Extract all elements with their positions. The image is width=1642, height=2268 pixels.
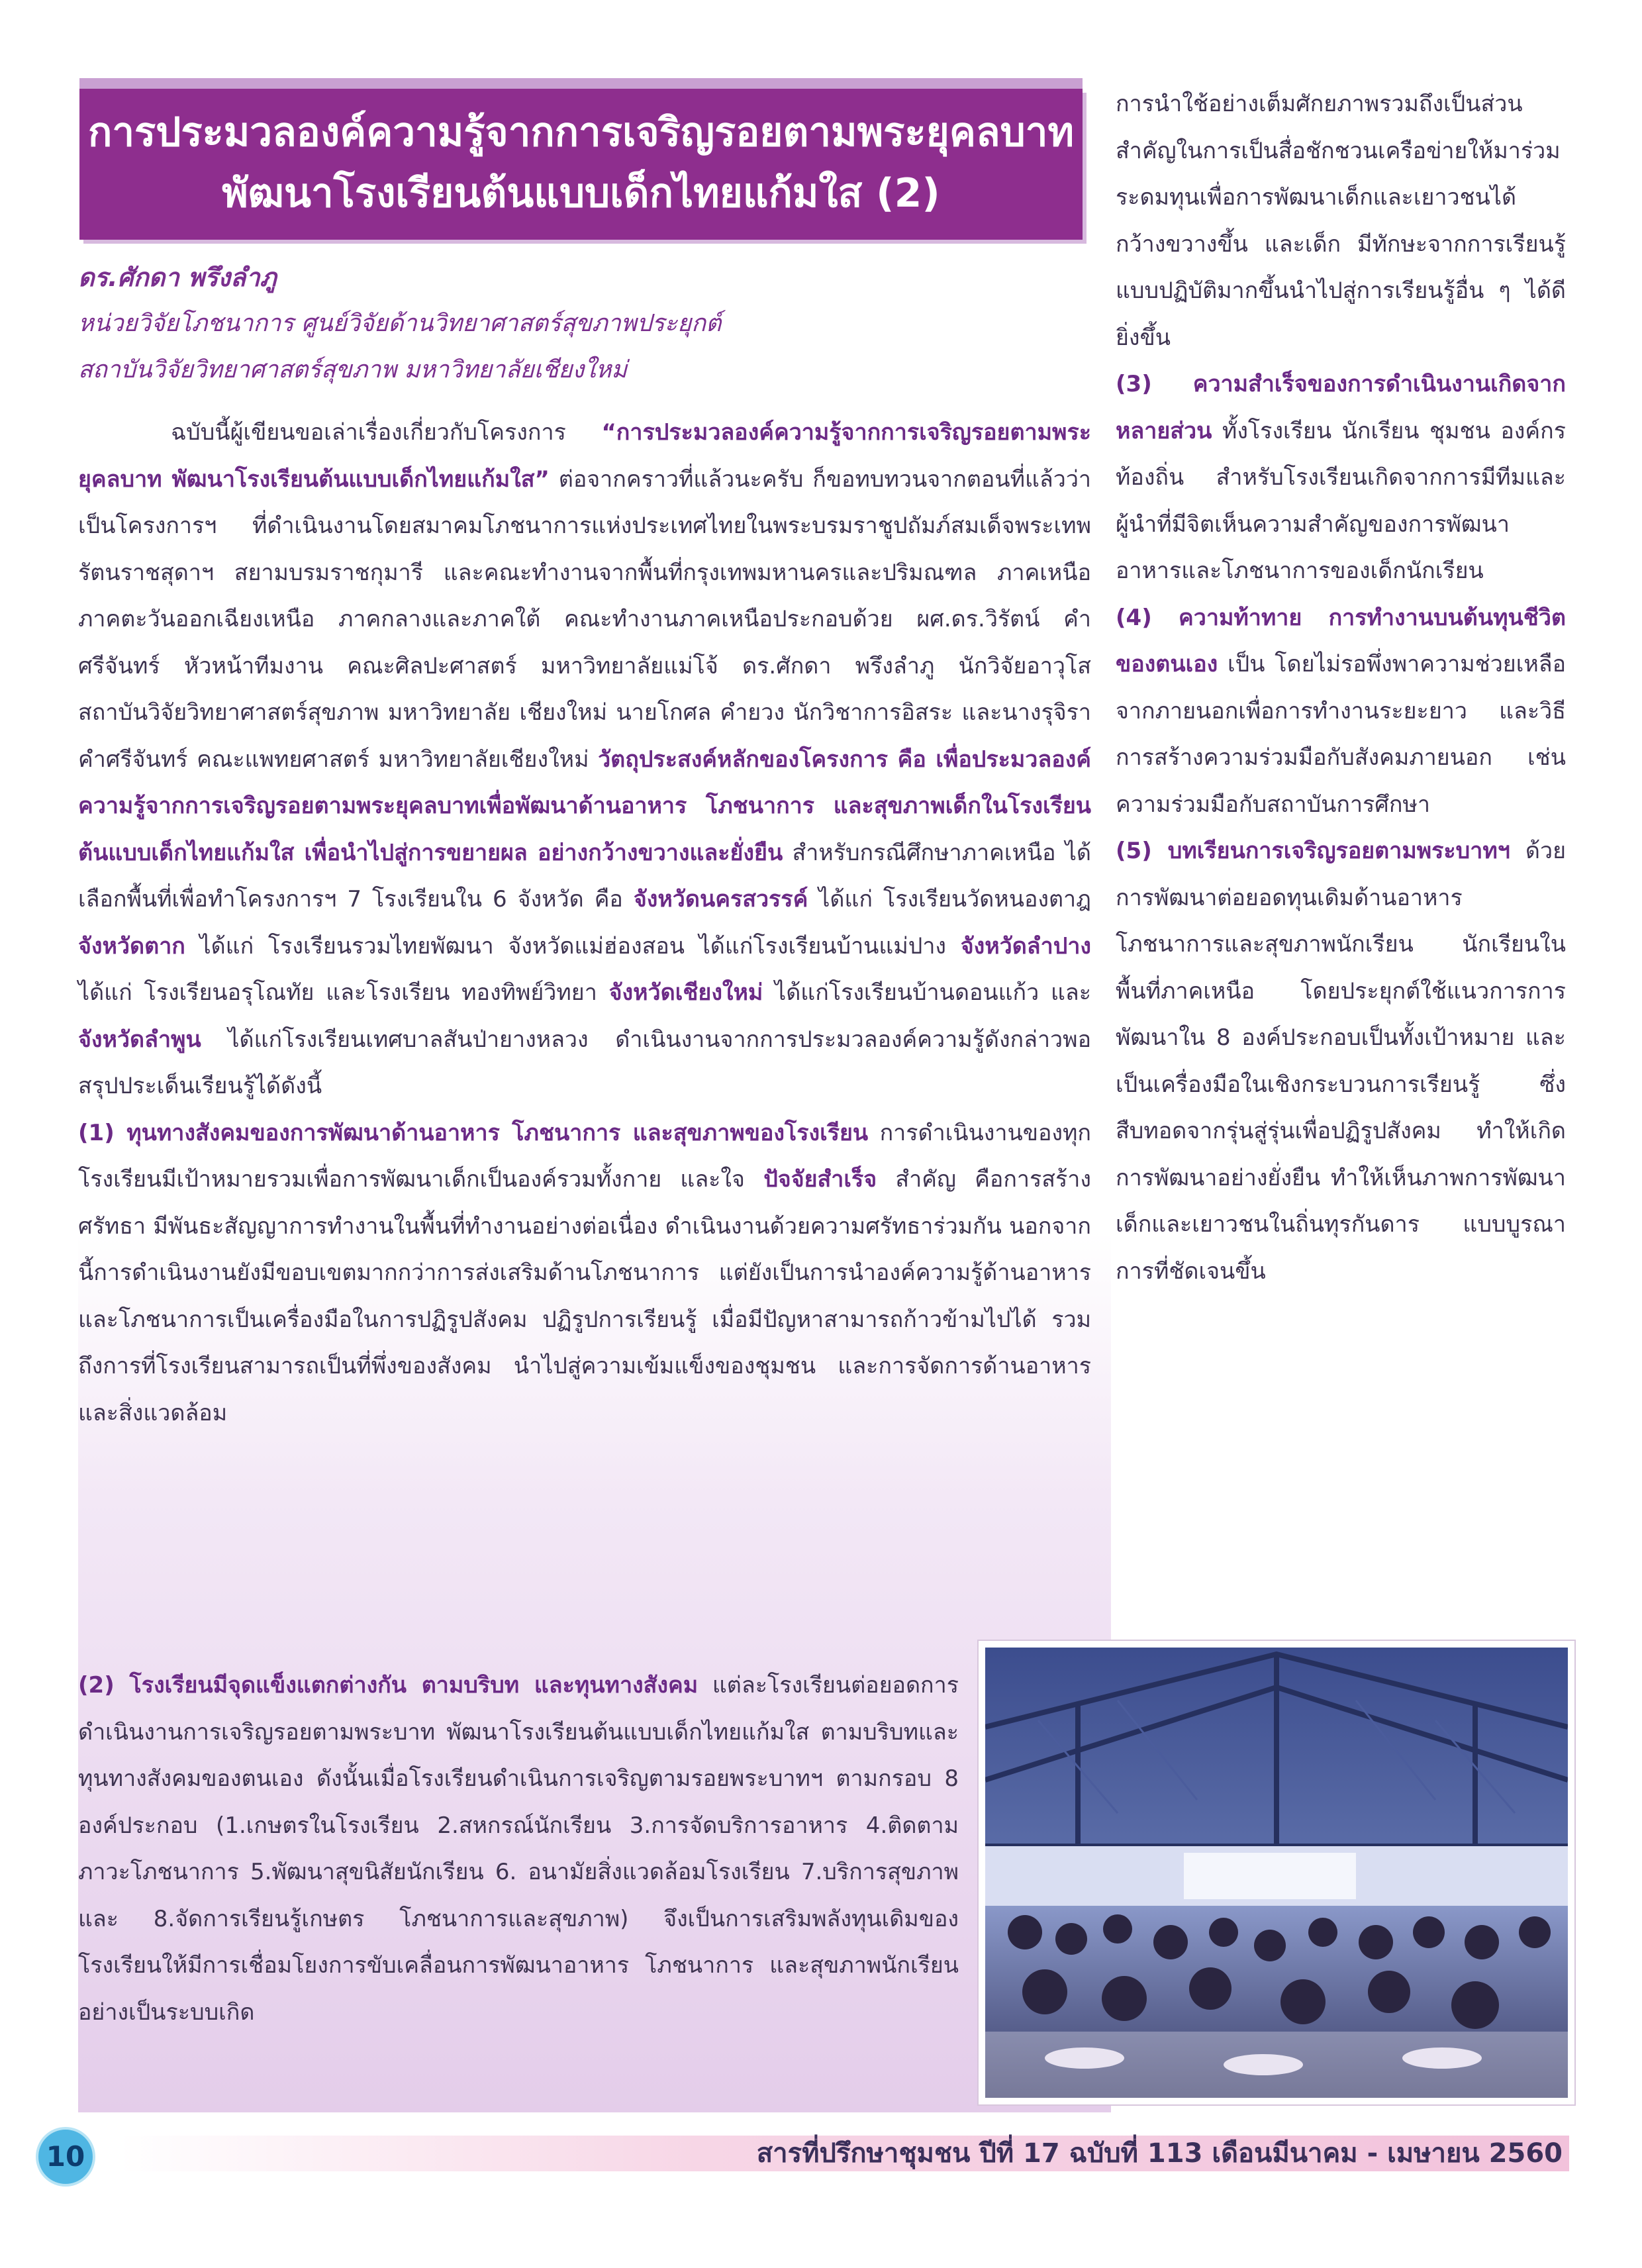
continued-paragraph: การนำใช้อย่างเต็มศักยภาพรวมถึงเป็นส่วนสำคัญในการเป็นสื่อชักชวนเครือข่ายให้มาร่วมระดมทุนเพื่อการพัฒนาเด็กและเยาวชนได้กว้างขวางขึ้น และเด็ก มีทักษะจากการเรียนรู้แบบปฏิบัติมากขึ้นนำไปสู่การเรียนรู้อื่น ๆ ได้ดียิ่งขึ้น [1116, 91, 1566, 351]
province-lampang: จังหวัดลำปาง [960, 932, 1092, 960]
section-5-text: ด้วยการพัฒนาต่อยอดทุนเดิมด้านอาหาร โภชนาการและสุขภาพนักเรียน นักเรียนในพื้นที่ภาคเหนือ โดยประยุกต์ใช้แนวการการพัฒนาใน 8 องค์ประกอบเป็นทั้งเป้าหมาย และเป็นเครื่องมือในเชิงกระบวนการเรียนรู้ ซึ่งสืบทอดจากรุ่นสู่รุ่นเพื่อปฏิรูปสังคม ทำให้เกิดการพัฒนาอย่างยั่งยืน ทำให้เห็นภาพการพัฒนาเด็กและเยาวชนในถิ่นทุรกันดาร แบบบูรณาการที่ชัดเจนขึ้น [1116, 838, 1566, 1285]
section-1-text-1: การดำเนินงานของทุกโรงเรียนมีเป้าหมายรวมเพื่อการพัฒนาเด็กเป็นองค์รวมทั้งกาย และใจ [78, 1119, 1091, 1193]
section-2-text: แต่ละโรงเรียนต่อยอดการดำเนินงานการเจริญรอยตามพระบาท พัฒนาโรงเรียนต้นแบบเด็กไทยแก้มใส ตามบริบทและทุนทางสังคมของตนเอง ดังนั้นเมื่อโรงเรียนดำเนินการเจริญตามรอยพระบาทฯ ตามกรอบ 8 องค์ประกอบ (1.เกษตรในโรงเรียน 2.สหกรณ์นักเรียน 3.การจัดบริการอาหาร 4.ติดตามภาวะโภชนาการ 5.พัฒนาสุขนิสัยนักเรียน 6. อนามัยสิ่งแวดล้อมโรงเรียน 7.บริการสุขภาพ และ 8.จัดการเรียนรู้เกษตร โภชนาการและสุขภาพ) จึงเป็นการเสริมพลังทุนเดิมของโรงเรียนให้มีการเชื่อมโยงการขับเคลื่อนการพัฒนาอาหาร โภชนาการ และสุขภาพนักเรียน อย่างเป็นระบบเกิด [78, 1672, 959, 2026]
publication-info: สารที่ปรึกษาชุมชน ปีที่ 17 ฉบับที่ 113 เดือนมีนาคม - เมษายน 2560 [756, 2138, 1563, 2169]
intro-paragraph [78, 409, 1091, 1110]
area-text-2: ได้แก่ โรงเรียนวัดหนองตาฎ [818, 886, 1091, 912]
intro-text-1: ฉบับนี้ผู้เขียนขอเล่าเรื่องเกี่ยวกับโครงการ [171, 419, 566, 446]
byline [78, 254, 1071, 393]
author-unit: หน่วยวิจัยโภชนาการ ศูนย์วิจัยด้านวิทยาศาสตร์สุขภาพประยุกต์ [78, 310, 722, 337]
project-objective: วัตถุประสงค์หลักของโครงการ คือ เพื่อประมวลองค์ความรู้จากการเจริญรอยตามพระยุคลบาทเพื่อพัฒนาด้านอาหาร โภชนาการ และสุขภาพเด็กในโรงเรียนต้นแบบเด็กไทยแก้มใส เพื่อนำไปสู่การขยายผล อย่างกว้างขวางและยั่งยืน [78, 746, 1092, 866]
main-column [78, 409, 1091, 1436]
project-name: “การประมวลองค์ความรู้จากการเจริญรอยตามพระยุคลบาท พัฒนาโรงเรียนต้นแบบเด็กไทยแก้มใส” [78, 419, 1091, 493]
section-4 [1116, 595, 1566, 828]
province-tak: จังหวัดตาก [78, 932, 185, 960]
section-5 [1116, 828, 1566, 1295]
section-3 [1116, 361, 1566, 595]
intro-text-2: ต่อจากคราวที่แล้วนะครับ ก็ขอทบทวนจากตอนที่แล้วว่าเป็นโครงการฯ ที่ดำเนินงานโดยสมาคมโภชนาการแห่งประเทศไทยในพระบรมราชูปถัมภ์สมเด็จพระเทพรัตนราชสุดาฯ สยามบรมราชกุมารี และคณะทำงานจากพื้นที่กรุงเทพมหานครและปริมณฑล ภาคเหนือ ภาคตะวันออกเฉียงเหนือ ภาคกลางและภาคใต้ คณะทำงานภาคเหนือประกอบด้วย ผศ.ดร.วิรัตน์ คำศรีจันทร์ หัวหน้าทีมงาน คณะศิลปะศาสตร์ มหาวิทยาลัยแม่โจ้ ดร.ศักดา พรึงลำภู นักวิจัยอาวุโส สถาบันวิจัยวิทยาศาสตร์สุขภาพ มหาวิทยาลัย เชียงใหม่ นายโกศล คำยวง นักวิชาการอิสระ และนางรุจิรา คำศรีจันทร์ คณะแพทยศาสตร์ มหาวิทยาลัยเชียงใหม่ [78, 466, 1091, 773]
author-name: ดร.ศักดา พรึงลำภู [78, 263, 277, 292]
section-4-text: เป็น โดยไม่รอพึ่งพาความช่วยเหลือจากภายนอกเพื่อการทำงานระยะยาว และวิธีการสร้างความร่วมมือกับสังคมภายนอก เช่น ความร่วมมือกับสถาบันการศึกษา [1116, 651, 1566, 818]
section-2-heading: (2) โรงเรียนมีจุดแข็งแตกต่างกัน ตามบริบท และทุนทางสังคม [78, 1672, 699, 1699]
area-text-4: ได้แก่ โรงเรียนอรุโณทัย และโรงเรียน ทองทิพย์วิทยา [78, 979, 597, 1006]
province-nakhonsawan: จังหวัดนครสวรรค์ [633, 886, 808, 912]
article-title-line-1: การประมวลองค์ความรู้จากการเจริญรอยตามพระยุคลบาท [87, 109, 1074, 156]
province-lamphun: จังหวัดลำพูน [78, 1026, 201, 1053]
article-title-line-2: พัฒนาโรงเรียนต้นแบบเด็กไทยแก้มใส (2) [222, 170, 940, 217]
article-title-banner [79, 89, 1083, 240]
page-number-badge: 10 [36, 2127, 95, 2187]
author-institute: สถาบันวิจัยวิทยาศาสตร์สุขภาพ มหาวิทยาลัยเชียงใหม่ [78, 356, 628, 383]
section-3-heading: (3) ความสำเร็จของการดำเนินงานเกิดจากหลายส่วน [1116, 371, 1566, 444]
right-column [1116, 81, 1566, 1295]
area-text-6: ได้แก่โรงเรียนเทศบาลสันป่ายางหลวง ดำเนินงานจากการประมวลองค์ความรู้ดังกล่าวพอสรุปประเด็นเรียนรู้ได้ดังนี้ [78, 1026, 1091, 1099]
area-text-5: ได้แก่โรงเรียนบ้านดอนแก้ว และ [775, 979, 1091, 1006]
section-3-text: ทั้งโรงเรียน นักเรียน ชุมชน องค์กรท้องถิ่น สำหรับโรงเรียนเกิดจากการมีทีมและผู้นำที่มีจิตเห็นความสำคัญของการพัฒนาอาหารและโภชนาการของเด็กนักเรียน [1116, 417, 1567, 584]
area-text-1: สำหรับกรณีศึกษาภาคเหนือ ได้เลือกพื้นที่เพื่อทำโครงการฯ 7 โรงเรียนใน 6 จังหวัด คือ [78, 839, 1091, 912]
section-1-success-factor: ปัจจัยสำเร็จ [763, 1166, 877, 1193]
section-4-heading: (4) ความท้าทาย การทำงานบนต้นทุนชีวิตของตนเอง [1116, 604, 1566, 677]
area-text-3: ได้แก่ โรงเรียนรวมไทยพัฒนา จังหวัดแม่ฮ่องสอน ได้แก่โรงเรียนบ้านแม่ปาง [199, 932, 947, 960]
school-canteen-photo [979, 1641, 1574, 2104]
section-1-text-2: สำคัญ คือการสร้างศรัทธา มีพันธะสัญญาการทำงานในพื้นที่ทำงานอย่างต่อเนื่อง ดำเนินงานด้วยความศรัทธาร่วมกัน นอกจากนี้การดำเนินงานยังมีขอบเขตมากกว่าการส่งเสริมด้านโภชนาการ แต่ยังเป็นการนำองค์ความรู้ด้านอาหารและโภชนาการเป็นเครื่องมือในการปฏิรูปสังคม ปฏิรูปการเรียนรู้ เมื่อมีปัญหาสามารถก้าวข้ามไปได้ รวมถึงการที่โรงเรียนสามารถเป็นที่พึ่งของสังคม นำไปสู่ความเข้มแข็งของชุมชน และการจัดการด้านอาหารและสิ่งแวดล้อม [78, 1166, 1091, 1426]
section-2-box [78, 1662, 959, 2036]
section-1 [78, 1110, 1091, 1437]
province-chiangmai: จังหวัดเชียงใหม่ [608, 979, 763, 1006]
section-1-heading: (1) ทุนทางสังคมของการพัฒนาด้านอาหาร โภชนาการ และสุขภาพของโรงเรียน [78, 1119, 869, 1146]
section-2 [78, 1662, 959, 2036]
canteen-photo-illustration [985, 1648, 1568, 2098]
title-top-stripe [79, 78, 1083, 89]
section-5-heading: (5) บทเรียนการเจริญรอยตามพระบาทฯ [1116, 838, 1510, 864]
